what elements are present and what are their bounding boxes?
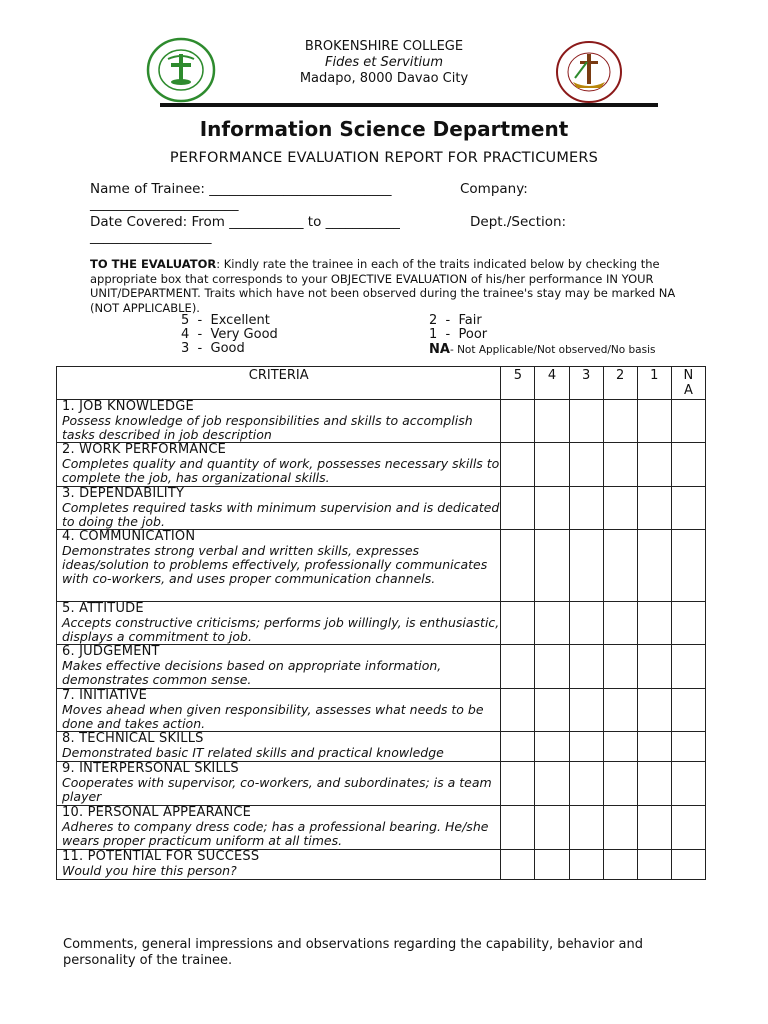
rating-box-3[interactable] [569, 762, 603, 806]
page-title: Information Science Department [199, 117, 569, 141]
rating-box-1[interactable] [637, 400, 671, 443]
criteria-cell [57, 762, 501, 806]
scale-poor: 1 - Poor [429, 327, 488, 342]
rating-box-1[interactable] [637, 850, 671, 880]
rating-box-1[interactable] [637, 762, 671, 806]
rating-box-5[interactable] [501, 645, 535, 689]
rating-box-2[interactable] [603, 732, 637, 762]
college-name: BROKENSHIRE COLLEGE [304, 39, 464, 54]
rating-box-na[interactable] [671, 487, 705, 530]
criteria-cell [57, 689, 501, 732]
rating-box-3[interactable] [569, 806, 603, 850]
criteria-description: Adheres to company dress code; has a professional bearing. He/she wears proper practicum uniform at all times. [62, 819, 489, 848]
rating-box-2[interactable] [603, 443, 637, 487]
criteria-cell [57, 487, 501, 530]
evaluator-lead: TO THE EVALUATOR [90, 257, 217, 271]
rating-box-na[interactable] [671, 732, 705, 762]
rating-box-5[interactable] [501, 530, 535, 602]
rating-box-na[interactable] [671, 530, 705, 602]
scale-na-text: - Not Applicable/Not observed/No basis [449, 344, 656, 356]
scale-very-good: 4 - Very Good [181, 327, 278, 342]
rating-box-na[interactable] [671, 602, 705, 645]
rating-box-4[interactable] [535, 487, 569, 530]
criteria-cell [57, 645, 501, 689]
college-motto: Fides et Servitium [325, 55, 443, 70]
rating-box-2[interactable] [603, 645, 637, 689]
rating-box-5[interactable] [501, 689, 535, 732]
rating-box-1[interactable] [637, 443, 671, 487]
criteria-description: Demonstrates strong verbal and written skills, expresses ideas/solution to problems effectively, professionally communicates with co-workers, and uses proper communication channels. [62, 543, 488, 586]
criteria-name: 8. TECHNICAL SKILLS [62, 731, 204, 746]
rating-box-4[interactable] [535, 732, 569, 762]
scale-na-key: NA [429, 342, 450, 357]
rating-box-1[interactable] [637, 487, 671, 530]
criteria-row [57, 400, 706, 443]
rating-box-2[interactable] [603, 487, 637, 530]
criteria-row [57, 762, 706, 806]
criteria-header-row [57, 367, 706, 400]
criteria-description: Demonstrated basic IT related skills and practical knowledge [62, 745, 444, 760]
criteria-row [57, 806, 706, 850]
score-header-na: N A [671, 367, 705, 400]
rating-box-5[interactable] [501, 602, 535, 645]
criteria-name: 10. PERSONAL APPEARANCE [62, 805, 252, 820]
criteria-description: Accepts constructive criticisms; performs job willingly, is enthusiastic, displays a commitment to job. [62, 615, 500, 644]
rating-box-5[interactable] [501, 443, 535, 487]
rating-box-2[interactable] [603, 762, 637, 806]
criteria-description: Possess knowledge of job responsibilities and skills to accomplish tasks described in job description [62, 413, 473, 442]
criteria-row [57, 850, 706, 880]
criteria-table [56, 366, 706, 880]
rating-box-5[interactable] [501, 762, 535, 806]
rating-box-5[interactable] [501, 732, 535, 762]
header-divider [160, 103, 658, 107]
rating-box-5[interactable] [501, 806, 535, 850]
rating-box-3[interactable] [569, 443, 603, 487]
company-label: Company: [460, 181, 528, 197]
criteria-description: Cooperates with supervisor, co-workers, and subordinates; is a team player [62, 775, 492, 804]
criteria-cell [57, 602, 501, 645]
evaluator-instructions [90, 257, 690, 315]
date-covered-field[interactable]: Date Covered: From ___________ to ___________ [90, 214, 400, 230]
rating-box-1[interactable] [637, 530, 671, 602]
rating-box-1[interactable] [637, 602, 671, 645]
criteria-cell [57, 806, 501, 850]
comments-prompt: Comments, general impressions and observations regarding the capability, behavior and personality of the trainee. [63, 937, 643, 968]
rating-box-4[interactable] [535, 400, 569, 443]
rating-box-5[interactable] [501, 487, 535, 530]
ucc-philippines-seal [555, 40, 623, 104]
rating-box-4[interactable] [535, 762, 569, 806]
rating-box-3[interactable] [569, 645, 603, 689]
trainee-name-field[interactable]: Name of Trainee: ___________________________ [90, 181, 392, 197]
criteria-description: Moves ahead when given responsibility, assesses what needs to be done and takes action. [62, 702, 484, 731]
rating-box-2[interactable] [603, 850, 637, 880]
rating-box-4[interactable] [535, 602, 569, 645]
page-subtitle: PERFORMANCE EVALUATION REPORT FOR PRACTICUMERS [169, 150, 599, 166]
rating-box-3[interactable] [569, 487, 603, 530]
scale-excellent: 5 - Excellent [181, 313, 270, 328]
dept-field[interactable]: __________________ [90, 229, 212, 245]
criteria-description: Completes required tasks with minimum supervision and is dedicated to doing the job. [62, 500, 500, 529]
criteria-name: 5. ATTITUDE [62, 601, 144, 616]
rating-box-4[interactable] [535, 806, 569, 850]
rating-box-na[interactable] [671, 443, 705, 487]
rating-box-3[interactable] [569, 732, 603, 762]
rating-box-5[interactable] [501, 400, 535, 443]
rating-box-3[interactable] [569, 850, 603, 880]
criteria-row [57, 487, 706, 530]
rating-box-1[interactable] [637, 806, 671, 850]
rating-box-5[interactable] [501, 850, 535, 880]
dept-label: Dept./Section: [470, 214, 567, 230]
rating-box-4[interactable] [535, 530, 569, 602]
score-header-1: 1 [637, 367, 671, 400]
rating-box-3[interactable] [569, 530, 603, 602]
criteria-row [57, 443, 706, 487]
rating-box-na[interactable] [671, 689, 705, 732]
rating-box-na[interactable] [671, 645, 705, 689]
college-address: Madapo, 8000 Davao City [299, 71, 469, 86]
score-header-4: 4 [535, 367, 569, 400]
criteria-cell [57, 530, 501, 602]
scale-na [429, 343, 655, 358]
criteria-row [57, 689, 706, 732]
rating-box-4[interactable] [535, 689, 569, 732]
criteria-cell [57, 732, 501, 762]
rating-box-na[interactable] [671, 400, 705, 443]
criteria-description: Completes quality and quantity of work, possesses necessary skills to complete the job, has organizational skills. [62, 456, 500, 485]
rating-box-4[interactable] [535, 443, 569, 487]
scale-good: 3 - Good [181, 341, 245, 356]
rating-box-4[interactable] [535, 645, 569, 689]
criteria-name: 3. DEPENDABILITY [62, 486, 185, 501]
rating-box-na[interactable] [671, 806, 705, 850]
criteria-cell [57, 443, 501, 487]
rating-box-3[interactable] [569, 400, 603, 443]
criteria-row [57, 602, 706, 645]
criteria-cell [57, 400, 501, 443]
rating-box-na[interactable] [671, 850, 705, 880]
rating-box-2[interactable] [603, 602, 637, 645]
score-header-3: 3 [569, 367, 603, 400]
rating-box-2[interactable] [603, 689, 637, 732]
evaluator-text: : Kindly rate the trainee in each of the traits indicated below by checking the appropriate box that corresponds to your OBJECTIVE EVALUATION of his/her performance IN YOUR UNIT/DEPARTMENT. Traits which have not been observed during the trainee's stay may be marked NA (NOT APPLICABLE). [90, 257, 676, 315]
score-header-5: 5 [501, 367, 535, 400]
score-header-2: 2 [603, 367, 637, 400]
rating-box-2[interactable] [603, 806, 637, 850]
rating-box-4[interactable] [535, 850, 569, 880]
criteria-name: 4. COMMUNICATION [62, 529, 196, 544]
criteria-name: 2. WORK PERFORMANCE [62, 442, 227, 457]
rating-box-2[interactable] [603, 530, 637, 602]
brokenshire-college-seal [146, 37, 216, 103]
criteria-cell [57, 850, 501, 880]
criteria-name: 1. JOB KNOWLEDGE [62, 399, 194, 414]
criteria-row [57, 732, 706, 762]
rating-box-1[interactable] [637, 732, 671, 762]
scale-fair: 2 - Fair [429, 313, 482, 328]
rating-box-2[interactable] [603, 400, 637, 443]
rating-box-na[interactable] [671, 762, 705, 806]
criteria-name: 9. INTERPERSONAL SKILLS [62, 761, 239, 776]
rating-box-1[interactable] [637, 689, 671, 732]
criteria-row [57, 645, 706, 689]
criteria-name: 7. INITIATIVE [62, 688, 148, 703]
criteria-description: Makes effective decisions based on appropriate information, demonstrates common sense. [62, 658, 442, 687]
rating-box-3[interactable] [569, 689, 603, 732]
rating-box-1[interactable] [637, 645, 671, 689]
criteria-name: 6. JUDGEMENT [62, 644, 160, 659]
criteria-name: 11. POTENTIAL FOR SUCCESS [62, 849, 260, 864]
criteria-header: CRITERIA [57, 367, 501, 400]
criteria-row [57, 530, 706, 602]
company-field[interactable]: ______________________ [90, 196, 239, 212]
criteria-description: Would you hire this person? [62, 863, 237, 878]
rating-box-3[interactable] [569, 602, 603, 645]
